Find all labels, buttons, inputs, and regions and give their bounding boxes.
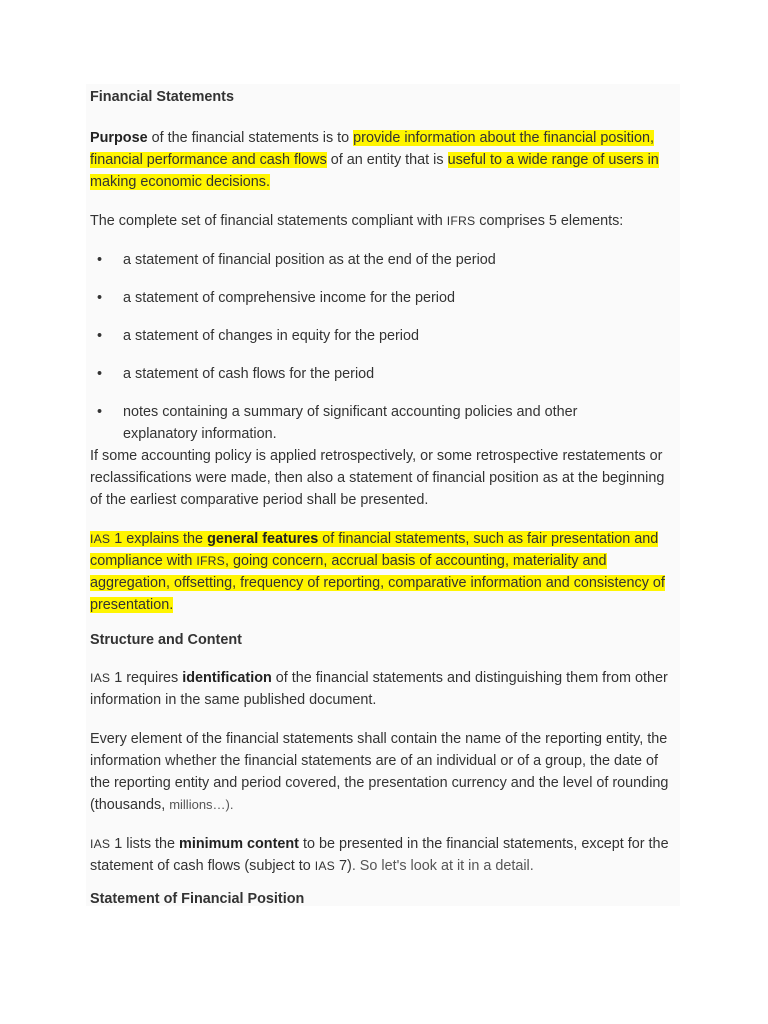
complete-set-paragraph [90, 210, 674, 232]
general-features-bold: general features [207, 531, 319, 547]
complete-set-text-2: comprises 5 elements: [475, 213, 624, 229]
minimum-content-text-4: . So let's look at it in a detail. [351, 858, 534, 874]
list-item: • a statement of changes in equity for the period [90, 325, 674, 347]
general-features-paragraph [90, 528, 674, 616]
list-item: • a statement of cash flows for the period [90, 363, 674, 385]
every-element-text-1: Every element of the financial statements shall contain the name of the reporting entity, the information whether the financial statements are of an individual or of a group, the date of the reporting entity and period covered, the presentation currency and the level of rounding (thousands, [90, 731, 669, 813]
minimum-content-text-1: 1 lists the [110, 836, 180, 852]
purpose-text-2: of an entity that is [326, 152, 448, 168]
heading-structure-content: Structure and Content [90, 632, 242, 648]
purpose-highlight-2: useful to a wide range of users in making economic decisions. [90, 152, 659, 190]
minimum-content-paragraph [90, 833, 674, 877]
minimum-content-text-3: 7) [335, 858, 352, 874]
ias-abbr: IAS [90, 671, 111, 685]
identification-paragraph [90, 667, 674, 711]
list-item: • notes containing a summary of significant accounting policies and other explanatory information. [90, 401, 674, 445]
general-features-text-1: 1 explains the [110, 531, 208, 547]
document-content [90, 86, 674, 910]
retrospective-paragraph: If some accounting policy is applied retrospectively, or some retrospective restatements or reclassifications were made, then also a statement of financial position as at the beginning of the earliest comparative period shall be presented. [90, 448, 665, 508]
purpose-bold: Purpose [90, 130, 148, 146]
ifrs-abbr: IFRS [446, 214, 476, 228]
minimum-content-bold: minimum content [179, 836, 299, 852]
general-features-text-2: of financial statements, such as fair presentation and compliance with [90, 531, 659, 569]
general-features-text-3: , going concern, accrual basis of accounting, materiality and aggregation, offsetting, frequency of reporting, comparative information and consistency of presentation. [90, 553, 665, 613]
every-element-paragraph [90, 728, 674, 816]
purpose-paragraph [90, 127, 674, 193]
purpose-highlight-1: provide information about the financial position, financial performance and cash flows [90, 130, 654, 168]
elements-list [90, 249, 674, 445]
ifrs-abbr: IFRS [196, 554, 225, 568]
complete-set-text-1: The complete set of financial statements compliant with [90, 213, 447, 229]
ias-abbr: IAS [314, 859, 336, 873]
list-item: • a statement of comprehensive income for the period [90, 287, 674, 309]
heading-financial-statements: Financial Statements [90, 89, 234, 105]
identification-bold: identification [182, 670, 272, 686]
identification-text-2: of the financial statements and distinguishing them from other information in the same published document. [90, 670, 668, 708]
heading-statement-financial-position: Statement of Financial Position [90, 891, 305, 907]
list-item: • a statement of financial position as at the end of the period [90, 249, 674, 271]
identification-text-1: 1 requires [110, 670, 183, 686]
ias-abbr: IAS [90, 532, 111, 546]
every-element-text-2: millions…). [169, 797, 234, 812]
ias-abbr: IAS [90, 837, 111, 851]
minimum-content-text-2: to be presented in the financial statements, except for the statement of cash flows (subject to [90, 836, 669, 874]
purpose-text-1: of the financial statements is to [147, 130, 354, 146]
